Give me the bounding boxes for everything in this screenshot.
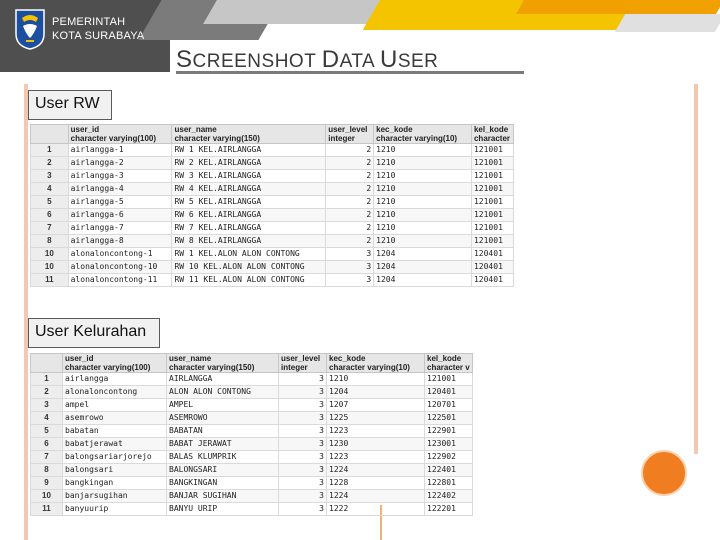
table-cell[interactable]: 2	[326, 170, 374, 183]
row-index: 7	[31, 222, 69, 235]
table-cell[interactable]: 1204	[374, 261, 472, 274]
table-cell[interactable]: 3	[279, 490, 327, 503]
table-cell[interactable]: 122901	[425, 425, 473, 438]
column-header[interactable]: user_level integer	[279, 354, 327, 373]
table-cell[interactable]: 2	[326, 196, 374, 209]
table-row[interactable]	[31, 222, 514, 235]
table-cell[interactable]: 3	[279, 477, 327, 490]
table-cell[interactable]: BABATAN	[167, 425, 279, 438]
table-cell[interactable]: airlangga-2	[68, 157, 172, 170]
table-cell[interactable]: airlangga-5	[68, 196, 172, 209]
table-cell[interactable]: BALAS KLUMPRIK	[167, 451, 279, 464]
table-cell[interactable]: airlangga-6	[68, 209, 172, 222]
column-header[interactable]: user_id character varying(100)	[63, 354, 167, 373]
row-index: 1	[31, 373, 63, 386]
header-stripe	[615, 14, 720, 32]
table-row[interactable]	[31, 196, 514, 209]
table-row[interactable]	[31, 209, 514, 222]
column-header[interactable]: user_level integer	[326, 125, 374, 144]
row-index: 10	[31, 261, 69, 274]
table-row[interactable]	[31, 144, 514, 157]
table-cell[interactable]: RW 1 KEL.AIRLANGGA	[172, 144, 326, 157]
row-index: 11	[31, 274, 69, 287]
table-cell[interactable]: 121001	[471, 170, 513, 183]
table-cell[interactable]: RW 7 KEL.AIRLANGGA	[172, 222, 326, 235]
table-cell[interactable]: ampel	[63, 399, 167, 412]
table-cell[interactable]: 1224	[327, 490, 425, 503]
table-cell[interactable]: 121001	[471, 144, 513, 157]
table-cell[interactable]: 121001	[471, 222, 513, 235]
table-cell[interactable]: 1210	[374, 196, 472, 209]
table-cell[interactable]: 123001	[425, 438, 473, 451]
row-index: 9	[31, 477, 63, 490]
table-cell[interactable]: 122402	[425, 490, 473, 503]
table-cell[interactable]: RW 4 KEL.AIRLANGGA	[172, 183, 326, 196]
table-cell[interactable]: RW 2 KEL.AIRLANGGA	[172, 157, 326, 170]
column-header[interactable]: user_id character varying(100)	[68, 125, 172, 144]
table-cell[interactable]: 122501	[425, 412, 473, 425]
table-cell[interactable]: BANJAR SUGIHAN	[167, 490, 279, 503]
table-cell[interactable]: 3	[279, 503, 327, 516]
row-index: 2	[31, 157, 69, 170]
table-cell[interactable]: 3	[326, 274, 374, 287]
table-cell[interactable]: 122801	[425, 477, 473, 490]
column-header[interactable]: kel_kode character v	[425, 354, 473, 373]
row-index: 3	[31, 170, 69, 183]
table-cell[interactable]: 1230	[327, 438, 425, 451]
table-cell[interactable]: BALONGSARI	[167, 464, 279, 477]
row-index: 3	[31, 399, 63, 412]
table-cell[interactable]: 2	[326, 222, 374, 235]
table-cell[interactable]: 120401	[471, 274, 513, 287]
table-row[interactable]	[31, 248, 514, 261]
user-rw-table-screenshot	[30, 124, 514, 298]
row-index: 10	[31, 248, 69, 261]
table-row[interactable]	[31, 261, 514, 274]
column-header[interactable]: kec_kode character varying(10)	[374, 125, 472, 144]
row-index: 1	[31, 144, 69, 157]
row-index: 6	[31, 438, 63, 451]
table-row[interactable]	[31, 399, 473, 412]
table-row[interactable]	[31, 386, 473, 399]
table-cell[interactable]: 121001	[471, 157, 513, 170]
table-row[interactable]	[31, 425, 473, 438]
table-cell[interactable]: ALON ALON CONTONG	[167, 386, 279, 399]
table-cell[interactable]: ASEMROWO	[167, 412, 279, 425]
table-cell[interactable]: 121001	[471, 183, 513, 196]
org-name-line2: KOTA SURABAYA	[52, 30, 145, 42]
table-cell[interactable]: 1210	[374, 157, 472, 170]
table-cell[interactable]: 3	[279, 451, 327, 464]
column-header[interactable]: kec_kode character varying(10)	[327, 354, 425, 373]
table-cell[interactable]: 1210	[374, 222, 472, 235]
table-cell[interactable]: RW 1 KEL.ALON ALON CONTONG	[172, 248, 326, 261]
table-row[interactable]	[31, 438, 473, 451]
decorative-circle	[641, 450, 687, 496]
column-header[interactable]: user_name character varying(150)	[172, 125, 326, 144]
table-cell[interactable]: 122401	[425, 464, 473, 477]
table-cell[interactable]: banyuurip	[63, 503, 167, 516]
table-cell[interactable]: airlangga-1	[68, 144, 172, 157]
table-cell[interactable]: 121001	[425, 373, 473, 386]
page-title: SCREENSHOT DATA USER	[176, 46, 524, 74]
table-cell[interactable]: RW 3 KEL.AIRLANGGA	[172, 170, 326, 183]
row-index: 5	[31, 425, 63, 438]
table-row[interactable]	[31, 170, 514, 183]
table-cell[interactable]: 2	[326, 209, 374, 222]
table-row[interactable]	[31, 412, 473, 425]
table-cell[interactable]: BANYU URIP	[167, 503, 279, 516]
table-cell[interactable]: 1225	[327, 412, 425, 425]
user-kelurahan-table-screenshot	[30, 353, 474, 523]
table-cell[interactable]: 1222	[327, 503, 425, 516]
row-index: 7	[31, 451, 63, 464]
table-cell[interactable]: 1224	[327, 464, 425, 477]
table-cell[interactable]: 2	[326, 183, 374, 196]
table-cell[interactable]: alonaloncontong-10	[68, 261, 172, 274]
table-cell[interactable]: balongsariarjorejo	[63, 451, 167, 464]
table-cell[interactable]: RW 5 KEL.AIRLANGGA	[172, 196, 326, 209]
column-header[interactable]: user_name character varying(150)	[167, 354, 279, 373]
table-cell[interactable]: banjarsugihan	[63, 490, 167, 503]
user-kelurahan-table	[30, 353, 473, 516]
row-index-header	[31, 354, 63, 373]
row-index: 8	[31, 235, 69, 248]
table-cell[interactable]: AIRLANGGA	[167, 373, 279, 386]
table-cell[interactable]: 120701	[425, 399, 473, 412]
table-cell[interactable]: RW 11 KEL.ALON ALON CONTONG	[172, 274, 326, 287]
table-cell[interactable]: 1210	[327, 373, 425, 386]
table-cell[interactable]: 121001	[471, 209, 513, 222]
table-cell[interactable]: alonaloncontong	[63, 386, 167, 399]
table-cell[interactable]: 1223	[327, 425, 425, 438]
table-row[interactable]	[31, 274, 514, 287]
section-label-user-kelurahan: User Kelurahan	[28, 318, 160, 348]
table-cell[interactable]: 3	[326, 248, 374, 261]
slide-frame-left	[24, 84, 28, 540]
table-cell[interactable]: 1228	[327, 477, 425, 490]
table-cell[interactable]: 3	[279, 386, 327, 399]
table-cell[interactable]: 120401	[425, 386, 473, 399]
table-cell[interactable]: babatjerawat	[63, 438, 167, 451]
row-index: 2	[31, 386, 63, 399]
row-index: 8	[31, 464, 63, 477]
row-index: 11	[31, 503, 63, 516]
table-cell[interactable]: 3	[279, 425, 327, 438]
table-cell[interactable]: 3	[326, 261, 374, 274]
table-cell[interactable]: 1210	[374, 235, 472, 248]
table-cell[interactable]: 120401	[471, 261, 513, 274]
table-cell[interactable]: airlangga-7	[68, 222, 172, 235]
table-row[interactable]	[31, 490, 473, 503]
table-cell[interactable]: 1204	[374, 248, 472, 261]
user-rw-table	[30, 124, 514, 287]
row-index: 6	[31, 209, 69, 222]
table-cell[interactable]: alonaloncontong-1	[68, 248, 172, 261]
table-cell[interactable]: 121001	[471, 235, 513, 248]
table-cell[interactable]: AMPEL	[167, 399, 279, 412]
column-header[interactable]: kel_kode character	[471, 125, 513, 144]
table-cell[interactable]: 3	[279, 464, 327, 477]
table-cell[interactable]: airlangga	[63, 373, 167, 386]
table-cell[interactable]: balongsari	[63, 464, 167, 477]
table-cell[interactable]: airlangga-3	[68, 170, 172, 183]
table-row[interactable]	[31, 503, 473, 516]
table-cell[interactable]: 121001	[471, 196, 513, 209]
table-cell[interactable]: BABAT JERAWAT	[167, 438, 279, 451]
table-cell[interactable]: RW 8 KEL.AIRLANGGA	[172, 235, 326, 248]
table-cell[interactable]: 120401	[471, 248, 513, 261]
row-index: 4	[31, 412, 63, 425]
table-cell[interactable]: 1210	[374, 144, 472, 157]
table-cell[interactable]: RW 10 KEL.ALON ALON CONTONG	[172, 261, 326, 274]
table-cell[interactable]: bangkingan	[63, 477, 167, 490]
table-row[interactable]	[31, 477, 473, 490]
table-cell[interactable]: 1210	[374, 170, 472, 183]
table-cell[interactable]: airlangga-4	[68, 183, 172, 196]
table-row[interactable]	[31, 451, 473, 464]
surabaya-emblem-icon	[14, 8, 46, 50]
row-index-header	[31, 125, 69, 144]
slide-frame-right	[694, 84, 698, 454]
table-cell[interactable]: 3	[279, 373, 327, 386]
table-cell[interactable]: 1204	[327, 386, 425, 399]
table-cell[interactable]: asemrowo	[63, 412, 167, 425]
table-cell[interactable]: 2	[326, 157, 374, 170]
table-cell[interactable]: RW 6 KEL.AIRLANGGA	[172, 209, 326, 222]
table-cell[interactable]: 122902	[425, 451, 473, 464]
table-row[interactable]	[31, 464, 473, 477]
table-cell[interactable]: 1204	[374, 274, 472, 287]
row-index: 10	[31, 490, 63, 503]
table-cell[interactable]: 1207	[327, 399, 425, 412]
table-cell[interactable]: 3	[279, 412, 327, 425]
table-cell[interactable]: 3	[279, 399, 327, 412]
row-index: 4	[31, 183, 69, 196]
section-label-user-rw: User RW	[28, 90, 112, 120]
table-row[interactable]	[31, 373, 473, 386]
table-row[interactable]	[31, 157, 514, 170]
table-cell[interactable]: 2	[326, 144, 374, 157]
table-cell[interactable]: BANGKINGAN	[167, 477, 279, 490]
table-cell[interactable]: 1210	[374, 183, 472, 196]
table-cell[interactable]: airlangga-8	[68, 235, 172, 248]
table-row[interactable]	[31, 183, 514, 196]
table-cell[interactable]: 2	[326, 235, 374, 248]
table-row[interactable]	[31, 235, 514, 248]
table-cell[interactable]: 1210	[374, 209, 472, 222]
table-cell[interactable]: babatan	[63, 425, 167, 438]
table-cell[interactable]: 122201	[425, 503, 473, 516]
table-cell[interactable]: 3	[279, 438, 327, 451]
table-cell[interactable]: 1223	[327, 451, 425, 464]
table-cell[interactable]: alonaloncontong-11	[68, 274, 172, 287]
row-index: 5	[31, 196, 69, 209]
header-stripe	[516, 0, 720, 14]
org-name-line1: PEMERINTAH	[52, 16, 126, 28]
